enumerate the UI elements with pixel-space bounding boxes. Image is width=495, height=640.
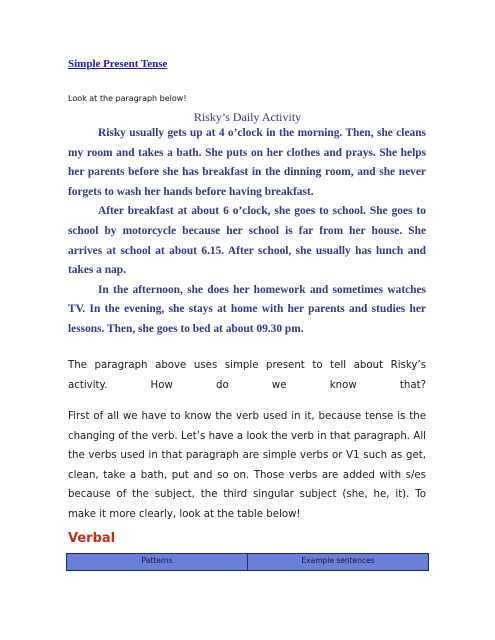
explanation-1: [68, 356, 426, 395]
explanation-2-text: First of all we have to know the verb used in it, because tense is the changing of the verb. Let’s have a look the verb in that paragraph. All the verbs used in that paragraph are simple verbs or V1 such as get, clean, take a bath, put and so on. Those verbs are added with s/es because of the subject, the third singular subject (she, he, it). To make it more clearly, look at the table below!: [68, 411, 426, 520]
explanation-2: [68, 407, 426, 525]
table-header-patterns: Patterns: [67, 554, 248, 570]
explanation-1-text: The paragraph above uses simple present to tell about Risky’s activity. How do we know that?: [68, 360, 426, 391]
verbal-table-header: [66, 553, 429, 571]
story-title: Risky’s Daily Activity: [193, 110, 302, 124]
title-link[interactable]: Simple Present Tense: [68, 58, 168, 70]
intro-text: Look at the paragraph below!: [68, 94, 187, 103]
story-paragraph-2: After breakfast at about 6 o’clock, she goes to school. She goes to school by motorcycle because her school is far from her house. She arrives at school at about 6.15. After school, she usually has lunch and takes a nap.: [68, 205, 426, 277]
story-body: [68, 124, 426, 340]
story-paragraph-3: In the afternoon, she does her homework and sometimes watches TV. In the evening, she stays at home with her parents and studies her lessons. Then, she goes to bed at about 09.30 pm.: [68, 283, 426, 335]
section-heading: Verbal: [68, 531, 116, 546]
story-paragraph-1: Risky usually gets up at 4 o’clock in the morning. Then, she cleans my room and takes a bath. She puts on her clothes and prays. She helps her parents before she has breakfast in the dinning room, and she never forgets to wash her hands before having breakfast.: [68, 127, 426, 198]
table-header-example-sentences: Example sentences: [301, 556, 375, 565]
